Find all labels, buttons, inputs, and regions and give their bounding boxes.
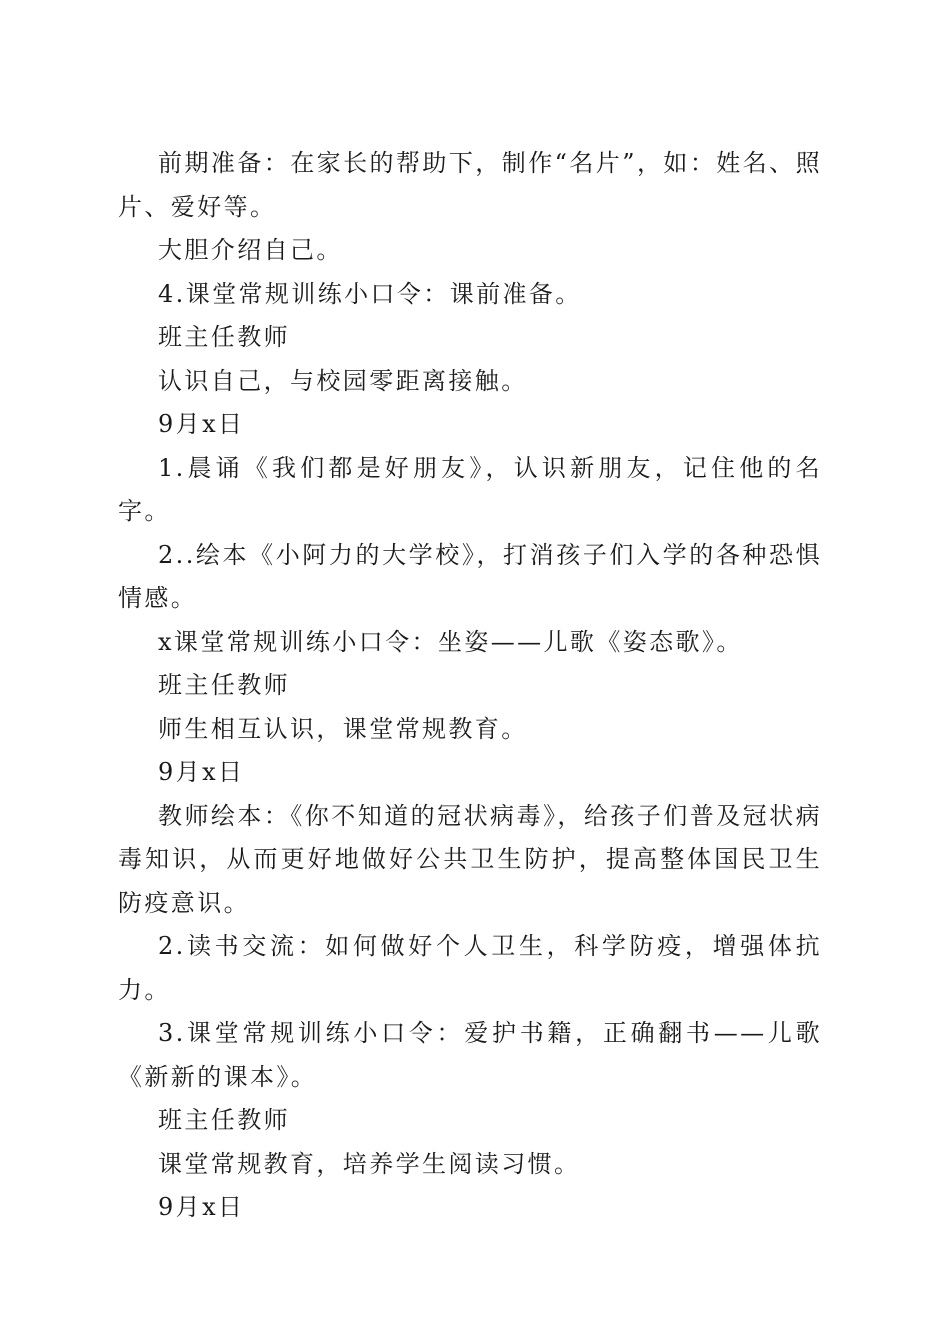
paragraph-teacher-2: 班主任教师 [158,671,290,699]
paragraph-date-2: 9月x日 [158,758,245,786]
paragraph-reading-exchange: 2.读书交流：如何做好个人卫生，科学防疫，增强体抗力。 [118,932,822,1004]
paragraph-virus-book: 教师绘本：《你不知道的冠状病毒》，给孩子们普及冠状病毒知识，从而更好地做好公共卫生防护，提高整体国民卫生防疫意识。 [118,801,822,917]
paragraph-goal-1: 认识自己，与校园零距离接触。 [158,366,528,395]
paragraph-teacher-3: 班主任教师 [158,1106,290,1134]
paragraph-teacher-1: 班主任教师 [158,323,290,351]
document-body [118,142,822,1230]
paragraph-goal-2: 师生相互认识，课堂常规教育。 [158,714,528,743]
paragraph-date-3: 9月x日 [158,1193,245,1221]
paragraph-introduce: 大胆介绍自己。 [158,236,343,264]
paragraph-picture-book: 2..绘本《小阿力的大学校》，打消孩子们入学的各种恐惧情感。 [118,540,822,612]
paragraph-prep: 前期准备：在家长的帮助下，制作“名片”，如：姓名、照片、爱好等。 [118,149,822,221]
paragraph-routine-4: 4.课堂常规训练小口令：课前准备。 [158,279,582,308]
paragraph-routine-posture: x课堂常规训练小口令：坐姿——儿歌《姿态歌》。 [158,627,743,656]
paragraph-routine-books: 3.课堂常规训练小口令：爱护书籍，正确翻书——儿歌《新新的课本》。 [118,1019,822,1091]
paragraph-goal-3: 课堂常规教育，培养学生阅读习惯。 [158,1149,581,1178]
paragraph-morning-reading: 1.晨诵《我们都是好朋友》，认识新朋友，记住他的名字。 [118,453,822,525]
paragraph-date-1: 9月x日 [158,410,245,438]
